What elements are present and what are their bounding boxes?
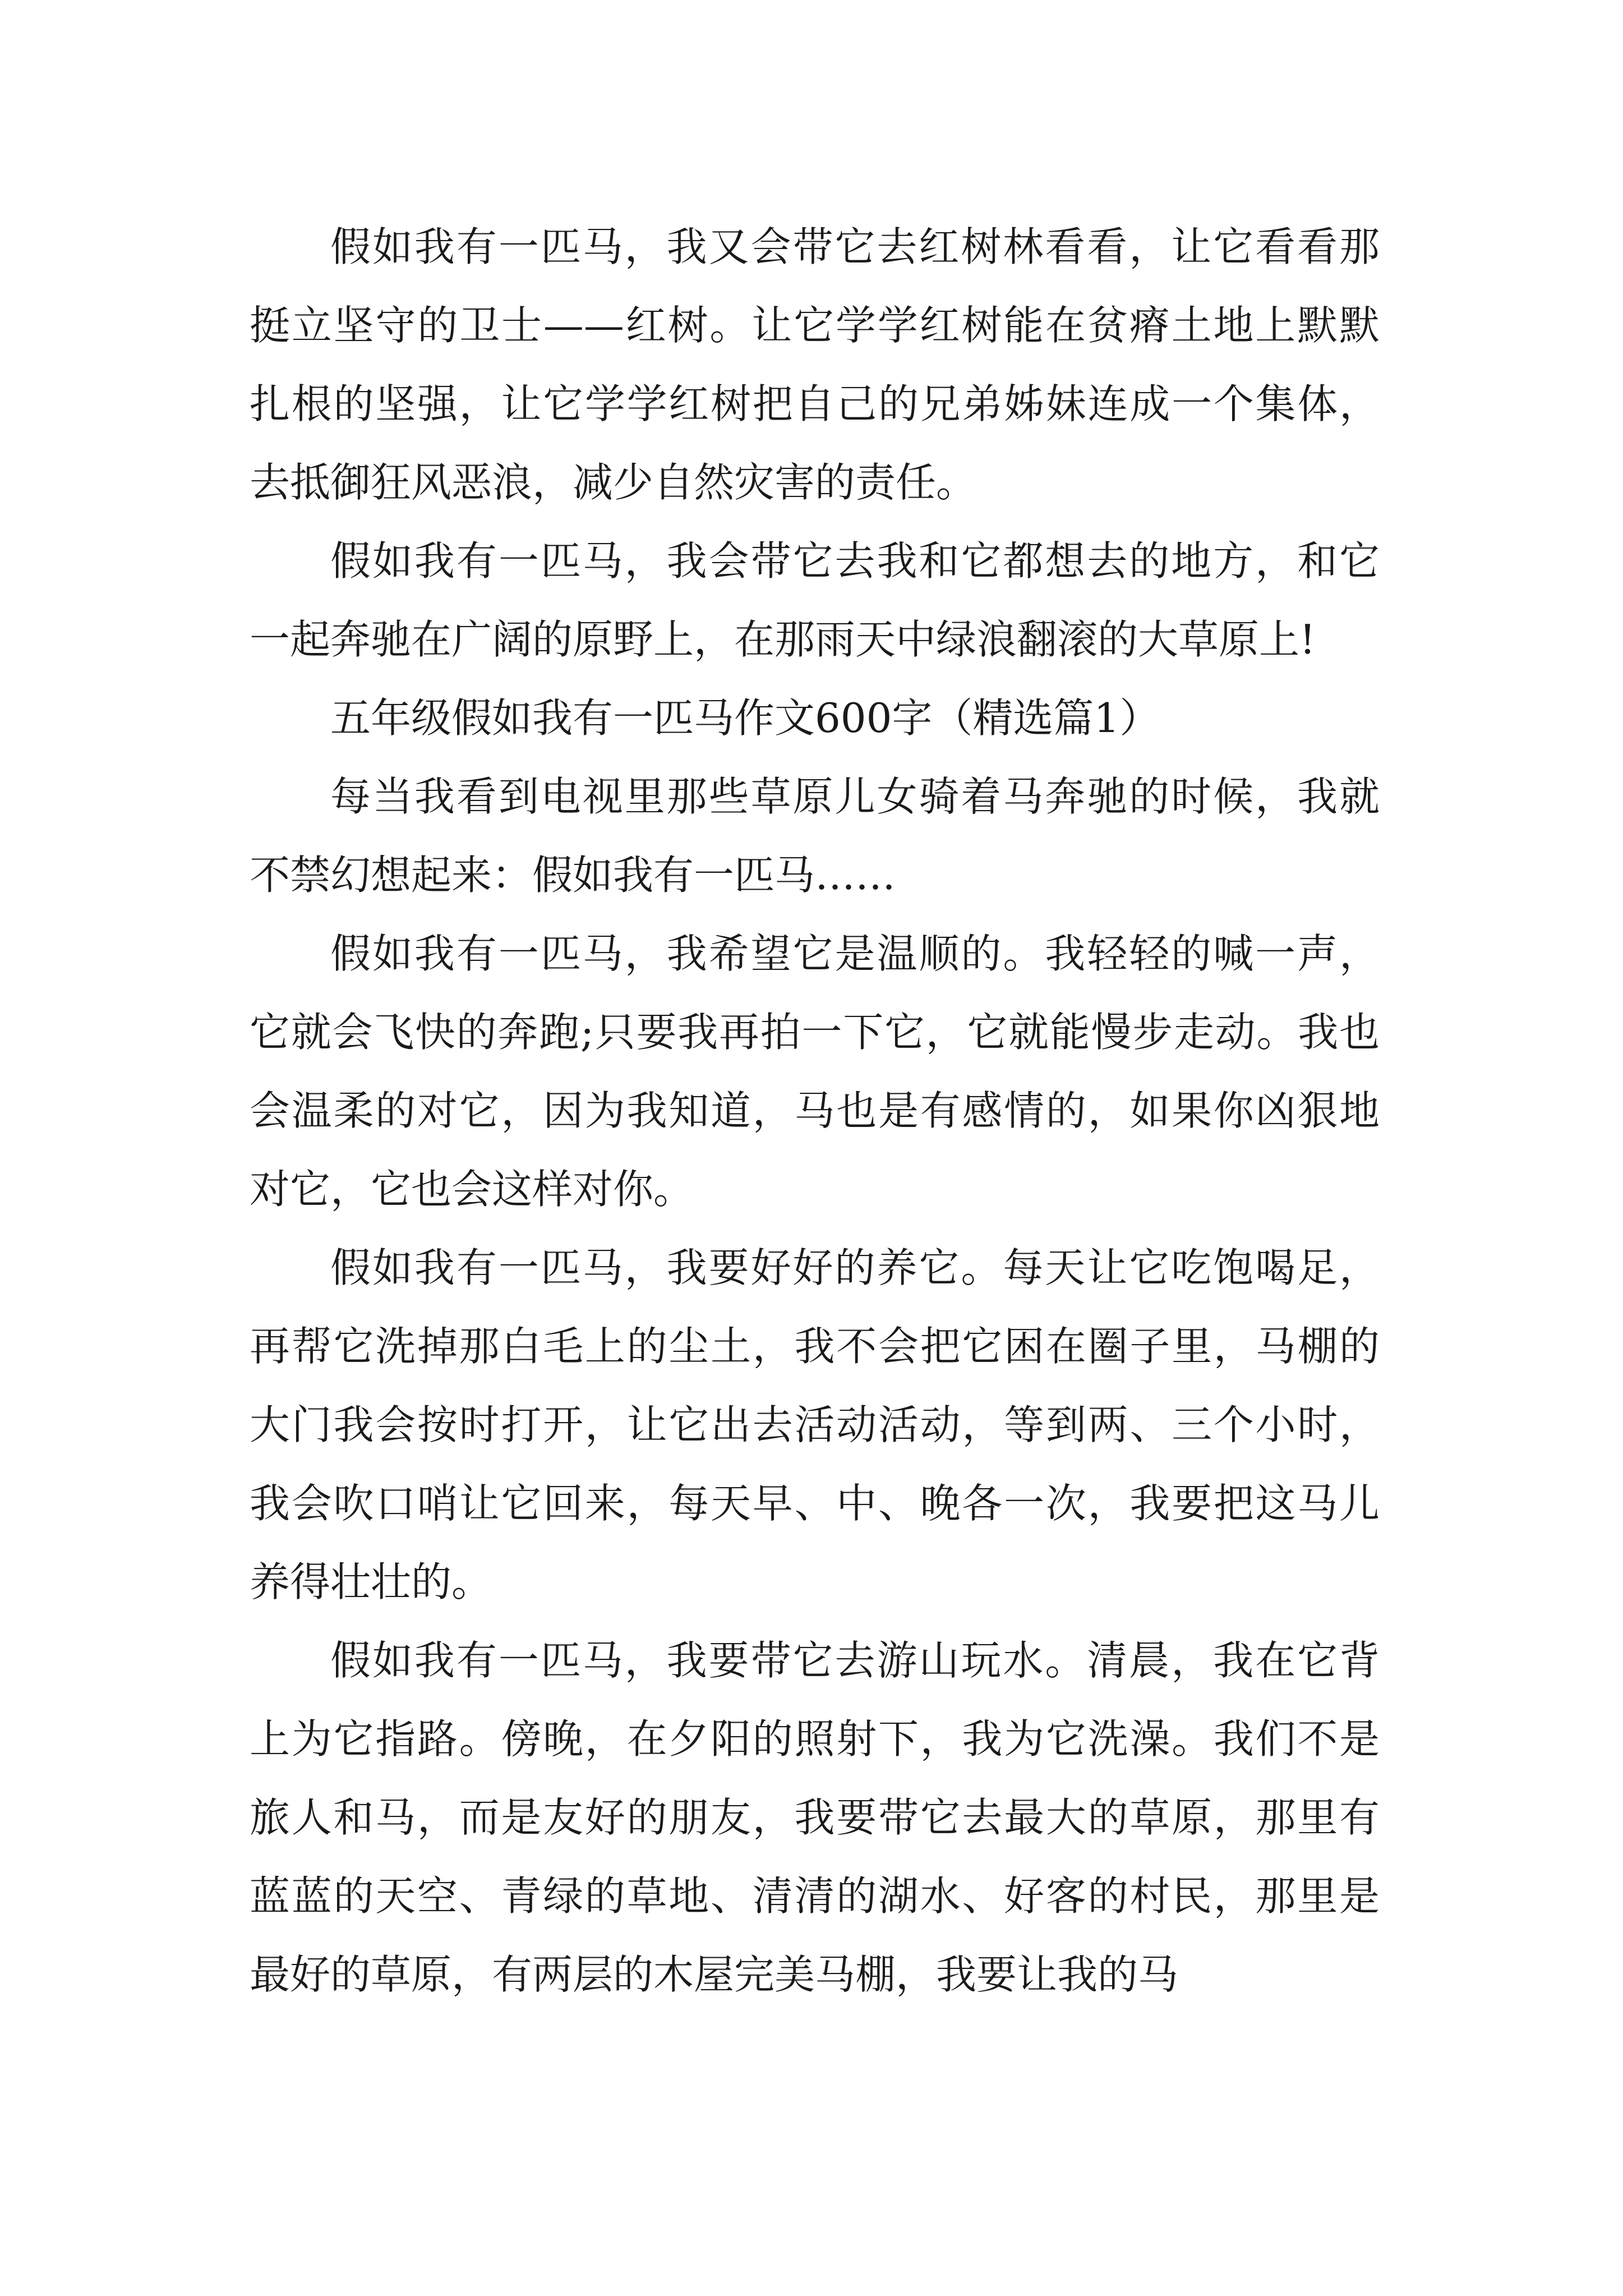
paragraph-mangrove: 假如我有一匹马，我又会带它去红树林看看，让它看看那挺立坚守的卫士——红树。让它学学红树能在贫瘠土地上默默扎根的坚强，让它学学红树把自己的兄弟姊妹连成一个集体，去抵御狂风恶浪，减少自然灾害的责任。	[250, 223, 1380, 506]
paragraph-travel-horse: 假如我有一匹马，我要带它去游山玩水。清晨，我在它背上为它指路。傍晚，在夕阳的照射下，我为它洗澡。我们不是旅人和马，而是友好的朋友，我要带它去最大的草原，那里有蓝蓝的天空、青绿的草地、清清的湖水、好客的村民，那里是最好的草原，有两层的木屋完美马棚，我要让我的马	[250, 1637, 1380, 1998]
paragraph-intro: 每当我看到电视里那些草原儿女骑着马奔驰的时候，我就不禁幻想起来：假如我有一匹马……	[250, 773, 1380, 899]
paragraph-wild-plains: 假如我有一匹马，我会带它去我和它都想去的地方，和它一起奔驰在广阔的原野上，在那雨天中绿浪翻滚的大草原上!	[250, 537, 1380, 663]
essay-body	[250, 208, 1380, 2014]
paragraph-gentle-horse: 假如我有一匹马，我希望它是温顺的。我轻轻的喊一声，它就会飞快的奔跑;只要我再拍一下它，它就能慢步走动。我也会温柔的对它，因为我知道，马也是有感情的，如果你凶狠地对它，它也会这样对你。	[250, 930, 1380, 1213]
paragraph-care-horse: 假如我有一匹马，我要好好的养它。每天让它吃饱喝足，再帮它洗掉那白毛上的尘土，我不会把它困在圈子里，马棚的大门我会按时打开，让它出去活动活动，等到两、三个小时，我会吹口哨让它回来，每天早、中、晚各一次，我要把这马儿养得壮壮的。	[250, 1244, 1380, 1605]
essay-heading: 五年级假如我有一匹马作文600字（精选篇1）	[330, 694, 1160, 742]
